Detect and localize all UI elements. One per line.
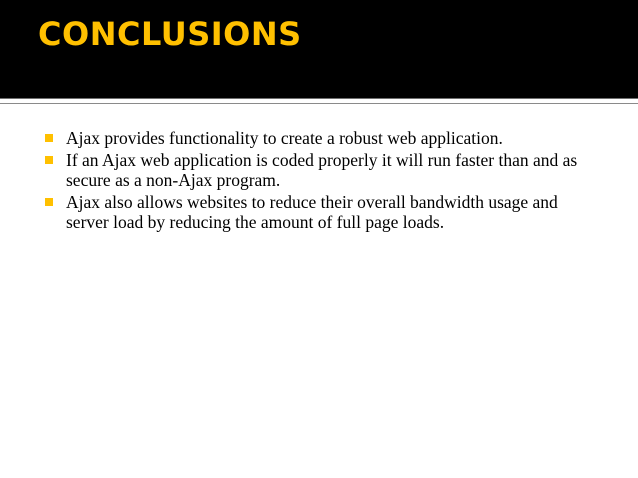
bullet-item	[44, 150, 604, 190]
bullet-item	[44, 128, 604, 148]
title-bar	[0, 0, 638, 98]
bullet-list	[44, 128, 604, 234]
square-bullet-icon	[45, 156, 53, 164]
bullet-item	[44, 192, 604, 232]
bullet-text: If an Ajax web application is coded properly it will run faster than and as secure as a non-Ajax program.	[66, 150, 578, 190]
square-bullet-icon	[45, 198, 53, 206]
bullet-text: Ajax provides functionality to create a robust web application.	[66, 128, 503, 148]
slide-title: CONCLUSIONS	[38, 15, 302, 53]
title-divider	[0, 98, 638, 104]
bullet-text: Ajax also allows websites to reduce their overall bandwidth usage and server load by reducing the amount of full page loads.	[66, 192, 558, 232]
square-bullet-icon	[45, 134, 53, 142]
